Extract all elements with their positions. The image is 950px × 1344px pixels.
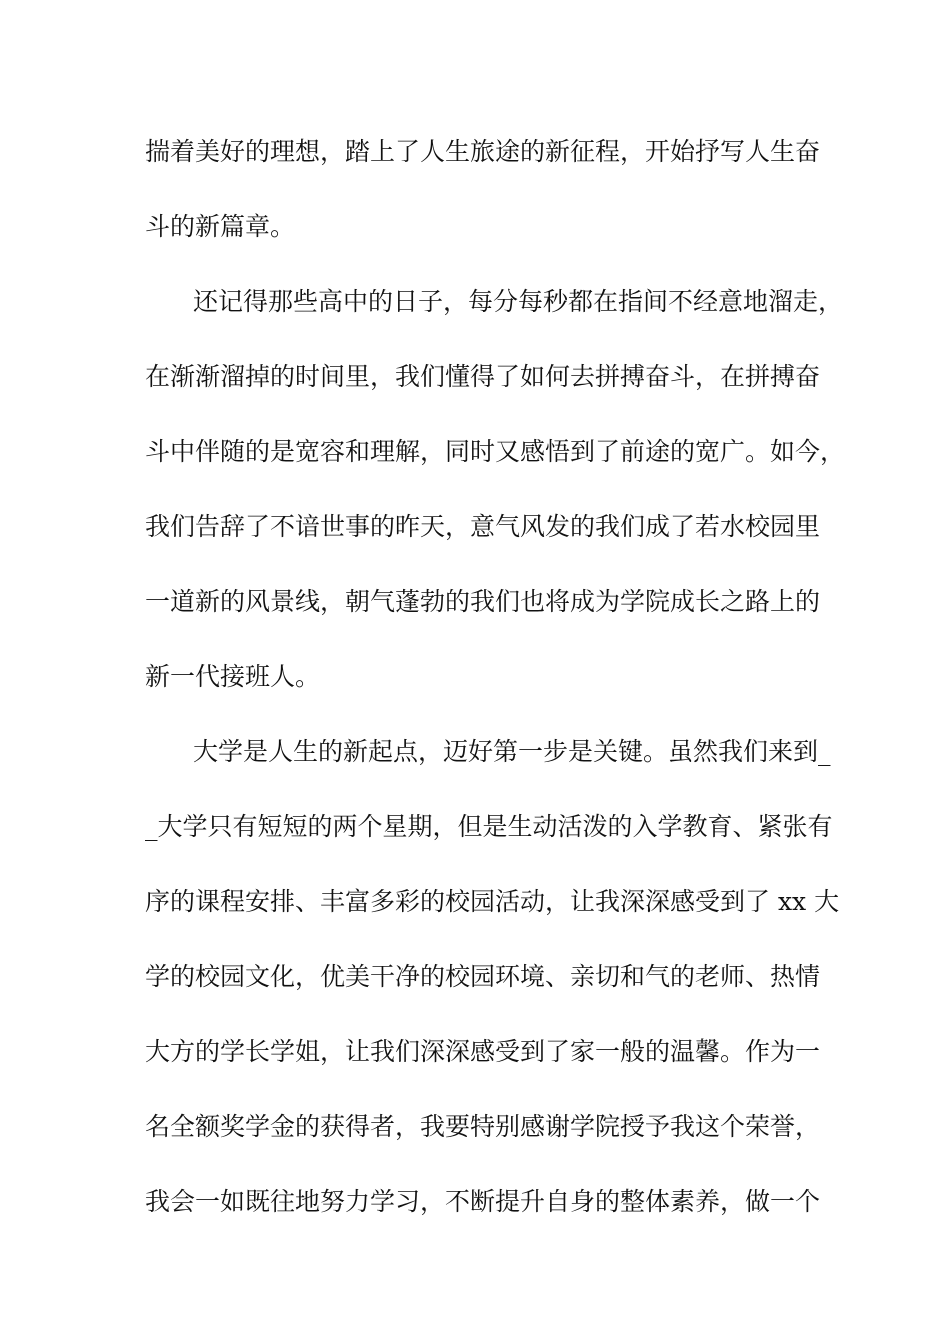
paragraph-line: 揣着美好的理想，踏上了人生旅途的新征程，开始抒写人生奋: [145, 137, 821, 166]
paragraph-line: 我们告辞了不谙世事的昨天，意气风发的我们成了若水校园里: [145, 512, 821, 541]
paragraph-line: 学的校园文化，优美干净的校园环境、亲切和气的老师、热情: [145, 962, 821, 991]
paragraph-line: 大方的学长学姐，让我们深深感受到了家一般的温馨。作为一: [145, 1037, 821, 1066]
paragraph-line: 序的课程安排、丰富多彩的校园活动，让我深深感受到了 xx 大: [145, 887, 840, 916]
paragraph-line: 斗的新篇章。: [145, 212, 296, 241]
paragraph-line: 斗中伴随的是宽容和理解，同时又感悟到了前途的宽广。如今，: [145, 437, 846, 466]
paragraph-line: 新一代接班人。: [145, 662, 321, 691]
paragraph-line: 还记得那些高中的日子，每分每秒都在指间不经意地溜走，: [193, 287, 844, 316]
paragraph-line: 在渐渐溜掉的时间里，我们懂得了如何去拼搏奋斗，在拼搏奋: [145, 362, 821, 391]
paragraph-line: 一道新的风景线，朝气蓬勃的我们也将成为学院成长之路上的: [145, 587, 821, 616]
paragraph-line: 大学是人生的新起点，迈好第一步是关键。虽然我们来到_: [193, 737, 831, 766]
paragraph-line: _大学只有短短的两个星期，但是生动活泼的入学教育、紧张有: [145, 812, 833, 841]
paragraph-line: 名全额奖学金的获得者，我要特别感谢学院授予我这个荣誉，: [145, 1112, 821, 1141]
paragraph-line: 我会一如既往地努力学习，不断提升自身的整体素养，做一个: [145, 1187, 821, 1216]
